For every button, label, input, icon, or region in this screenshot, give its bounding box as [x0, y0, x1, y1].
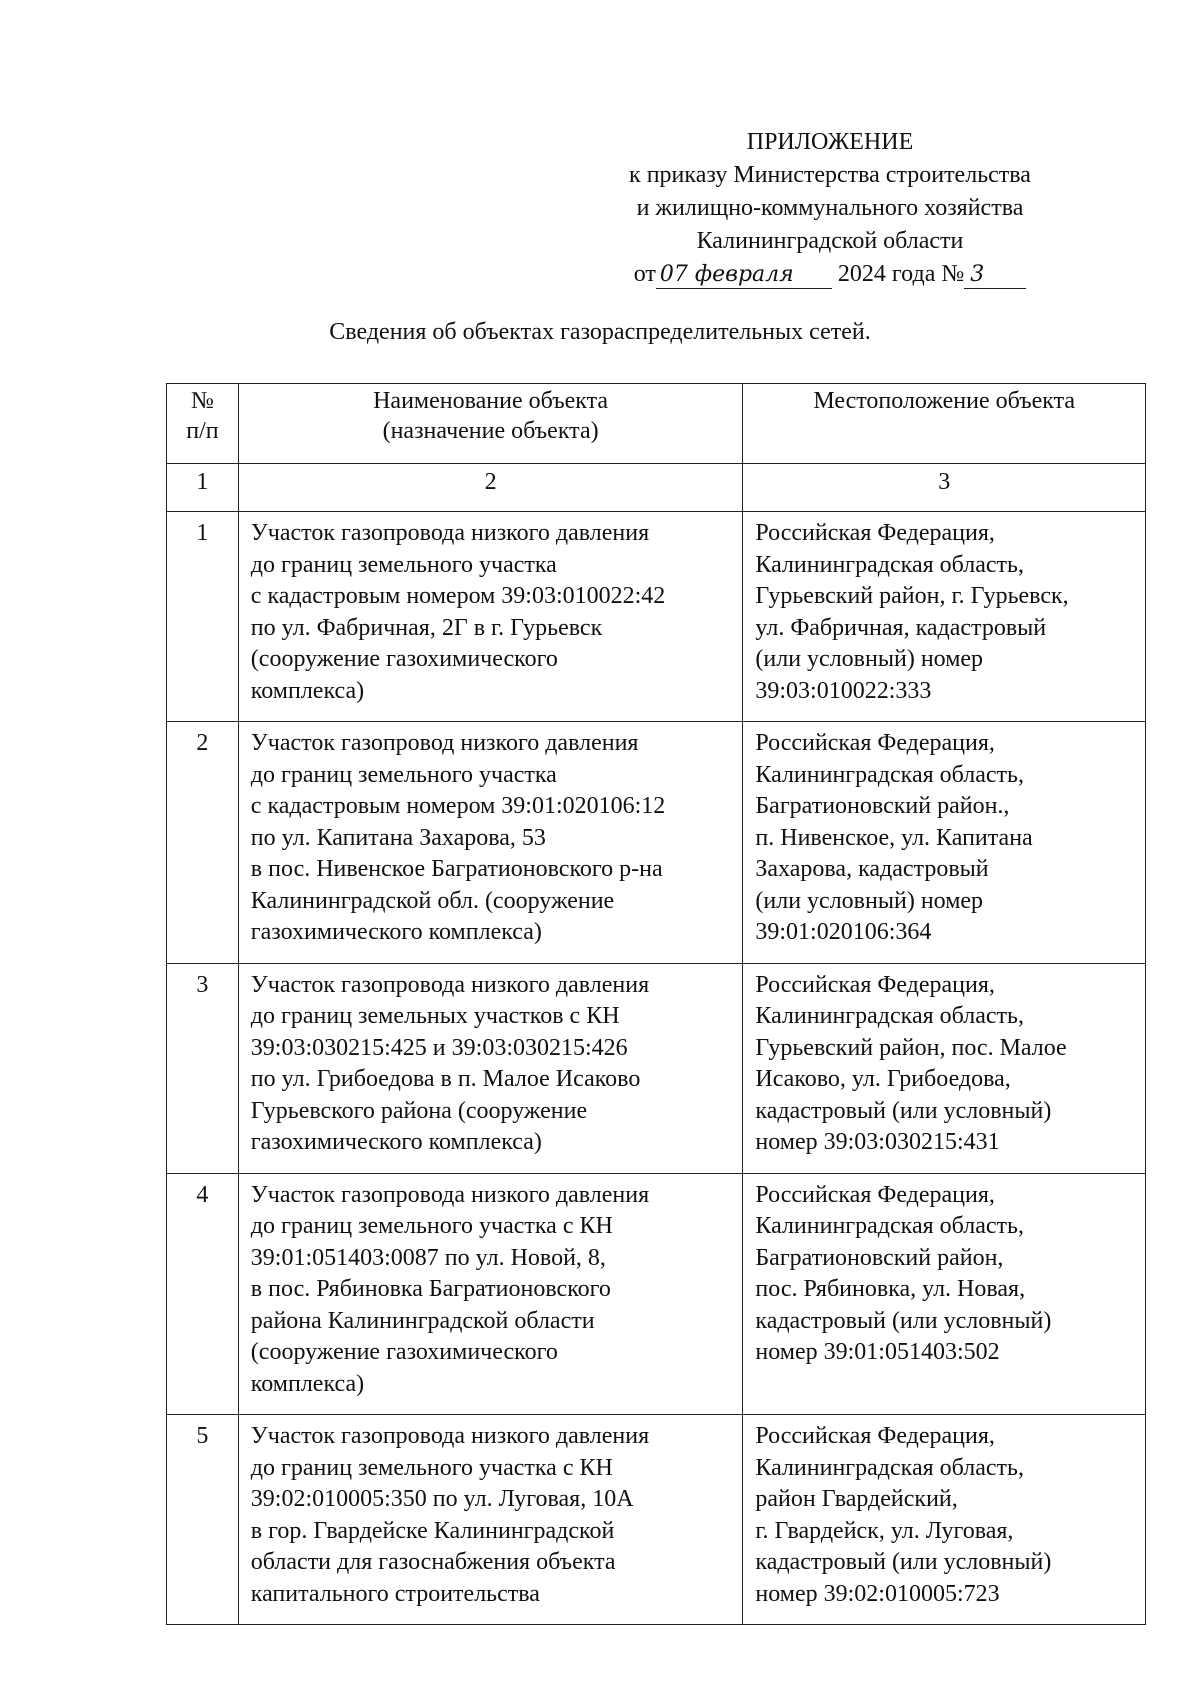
cell-line: Участок газопровода низкого давления: [250, 1181, 650, 1208]
cell-line: кадастровый (или условный): [755, 1307, 1052, 1334]
table-body: [167, 512, 1146, 1625]
cell-line: (сооружение газохимического: [250, 646, 558, 672]
object-name-cell: [238, 722, 743, 964]
cell-line: Гурьевского района (сооружение: [250, 1097, 588, 1124]
cell-line: с кадастровым номером 39:01:020106:12: [250, 793, 666, 819]
table-row: [167, 963, 1146, 1173]
cell-line: Калининградская область,: [755, 1213, 1024, 1239]
cell-line: кадастровый (или условный): [755, 1097, 1052, 1124]
cell-line: газохимического комплекса): [250, 1129, 542, 1155]
cell-line: г. Гвардейск, ул. Луговая,: [755, 1517, 1014, 1544]
table-row: [167, 512, 1146, 722]
handwritten-order-number: 3: [964, 262, 1026, 289]
table-row: [167, 1415, 1146, 1625]
row-number: 3: [167, 963, 239, 1173]
cell-line: 39:03:030215:425 и 39:03:030215:426: [250, 1034, 628, 1061]
header-location: Местоположение объекта: [743, 384, 1146, 464]
table-header-row: [167, 384, 1146, 464]
document-title: Сведения об объектах газораспределительных сетей.: [329, 319, 871, 345]
cell-line: комплекса): [250, 1370, 365, 1397]
appendix-title: ПРИЛОЖЕНИЕ: [746, 129, 914, 155]
cell-line: (или условный) номер: [755, 887, 984, 914]
cell-line: в гор. Гвардейске Калининградской: [250, 1517, 615, 1544]
cell-line: 39:02:010005:350 по ул. Луговая, 10А: [250, 1486, 634, 1512]
cell-line: номер 39:03:030215:431: [755, 1129, 1000, 1155]
cell-line: Калининградской обл. (сооружение: [250, 887, 615, 914]
object-location-cell: [743, 1173, 1146, 1415]
cell-line: Калининградская область,: [755, 761, 1024, 788]
cell-line: кадастровый (или условный): [755, 1549, 1052, 1575]
cell-line: по ул. Фабричная, 2Г в г. Гурьевск: [250, 614, 603, 641]
cell-line: Российская Федерация,: [755, 1423, 995, 1449]
objects-table: [166, 383, 1146, 1625]
cell-line: Гурьевский район, пос. Малое: [755, 1034, 1067, 1061]
column-index: 1: [167, 464, 239, 512]
year-text: 2024 года №: [837, 261, 965, 287]
cell-line: до границ земельного участка: [250, 551, 557, 578]
cell-line: ул. Фабричная, кадастровый: [755, 614, 1047, 641]
cell-line: (или условный) номер: [755, 646, 984, 672]
cell-line: Российская Федерация,: [755, 730, 995, 756]
cell-line: до границ земельного участка: [250, 761, 557, 788]
cell-line: комплекса): [250, 677, 365, 704]
cell-line: Участок газопровода низкого давления: [250, 1423, 650, 1449]
object-name-cell: [238, 512, 743, 722]
cell-line: в пос. Рябиновка Багратионовского: [250, 1276, 611, 1302]
cell-line: с кадастровым номером 39:03:010022:42: [250, 583, 666, 609]
cell-line: п. Нивенское, ул. Капитана: [755, 824, 1033, 851]
object-location-cell: [743, 722, 1146, 964]
cell-line: по ул. Грибоедова в п. Малое Исаково: [250, 1066, 641, 1092]
cell-line: 39:01:051403:0087 по ул. Новой, 8,: [250, 1244, 606, 1271]
cell-line: 39:03:010022:333: [755, 677, 932, 704]
object-location-cell: [743, 963, 1146, 1173]
cell-line: Багратионовский район,: [755, 1244, 1004, 1271]
column-index-row: [167, 464, 1146, 512]
table-row: [167, 1173, 1146, 1415]
cell-line: (сооружение газохимического: [250, 1339, 558, 1365]
cell-line: газохимического комплекса): [250, 919, 542, 945]
cell-line: номер 39:02:010005:723: [755, 1580, 1000, 1607]
row-number: 5: [167, 1415, 239, 1625]
order-ref-line-2: и жилищно-коммунального хозяйства: [636, 195, 1024, 221]
cell-line: района Калининградской области: [250, 1307, 595, 1334]
object-name-cell: [238, 963, 743, 1173]
cell-line: Участок газопровод низкого давления: [250, 730, 639, 756]
cell-line: по ул. Капитана Захарова, 53: [250, 824, 546, 851]
cell-line: Калининградская область,: [755, 1003, 1024, 1029]
cell-line: 39:01:020106:364: [755, 919, 932, 945]
cell-line: до границ земельного участка с КН: [250, 1454, 613, 1481]
cell-line: в пос. Нивенское Багратионовского р-на: [250, 856, 663, 882]
row-number: 2: [167, 722, 239, 964]
appendix-header: [570, 126, 1090, 291]
handwritten-date: 07 февраля: [656, 262, 832, 289]
cell-line: Российская Федерация,: [755, 971, 995, 998]
cell-line: области для газоснабжения объекта: [250, 1549, 616, 1575]
row-number: 1: [167, 512, 239, 722]
header-num: № п/п: [167, 384, 239, 464]
cell-line: до границ земельного участка с КН: [250, 1213, 613, 1239]
cell-line: Калининградская область,: [755, 1454, 1024, 1481]
order-ref-line-3: Калининградской области: [696, 228, 964, 254]
cell-line: Российская Федерация,: [755, 520, 995, 546]
column-index: 2: [238, 464, 743, 512]
cell-line: пос. Рябиновка, ул. Новая,: [755, 1276, 1026, 1302]
order-ref-line-1: к приказу Министерства строительства: [629, 162, 1031, 188]
cell-line: номер 39:01:051403:502: [755, 1339, 1000, 1365]
cell-line: Гурьевский район, г. Гурьевск,: [755, 583, 1069, 609]
object-name-cell: [238, 1415, 743, 1625]
cell-line: Участок газопровода низкого давления: [250, 971, 650, 998]
object-location-cell: [743, 1415, 1146, 1625]
cell-line: Багратионовский район.,: [755, 793, 1010, 819]
row-number: 4: [167, 1173, 239, 1415]
cell-line: Исаково, ул. Грибоедова,: [755, 1066, 1011, 1092]
cell-line: Захарова, кадастровый: [755, 856, 989, 882]
header-name: Наименование объекта (назначение объекта): [238, 384, 743, 464]
cell-line: Российская Федерация,: [755, 1181, 995, 1208]
date-prefix: от: [633, 261, 656, 287]
cell-line: район Гвардейский,: [755, 1486, 958, 1512]
cell-line: до границ земельных участков с КН: [250, 1003, 620, 1029]
cell-line: Калининградская область,: [755, 551, 1024, 578]
object-location-cell: [743, 512, 1146, 722]
table-row: [167, 722, 1146, 964]
column-index: 3: [743, 464, 1146, 512]
order-date-line: [570, 258, 1090, 291]
cell-line: капитального строительства: [250, 1580, 540, 1607]
cell-line: Участок газопровода низкого давления: [250, 520, 650, 546]
object-name-cell: [238, 1173, 743, 1415]
